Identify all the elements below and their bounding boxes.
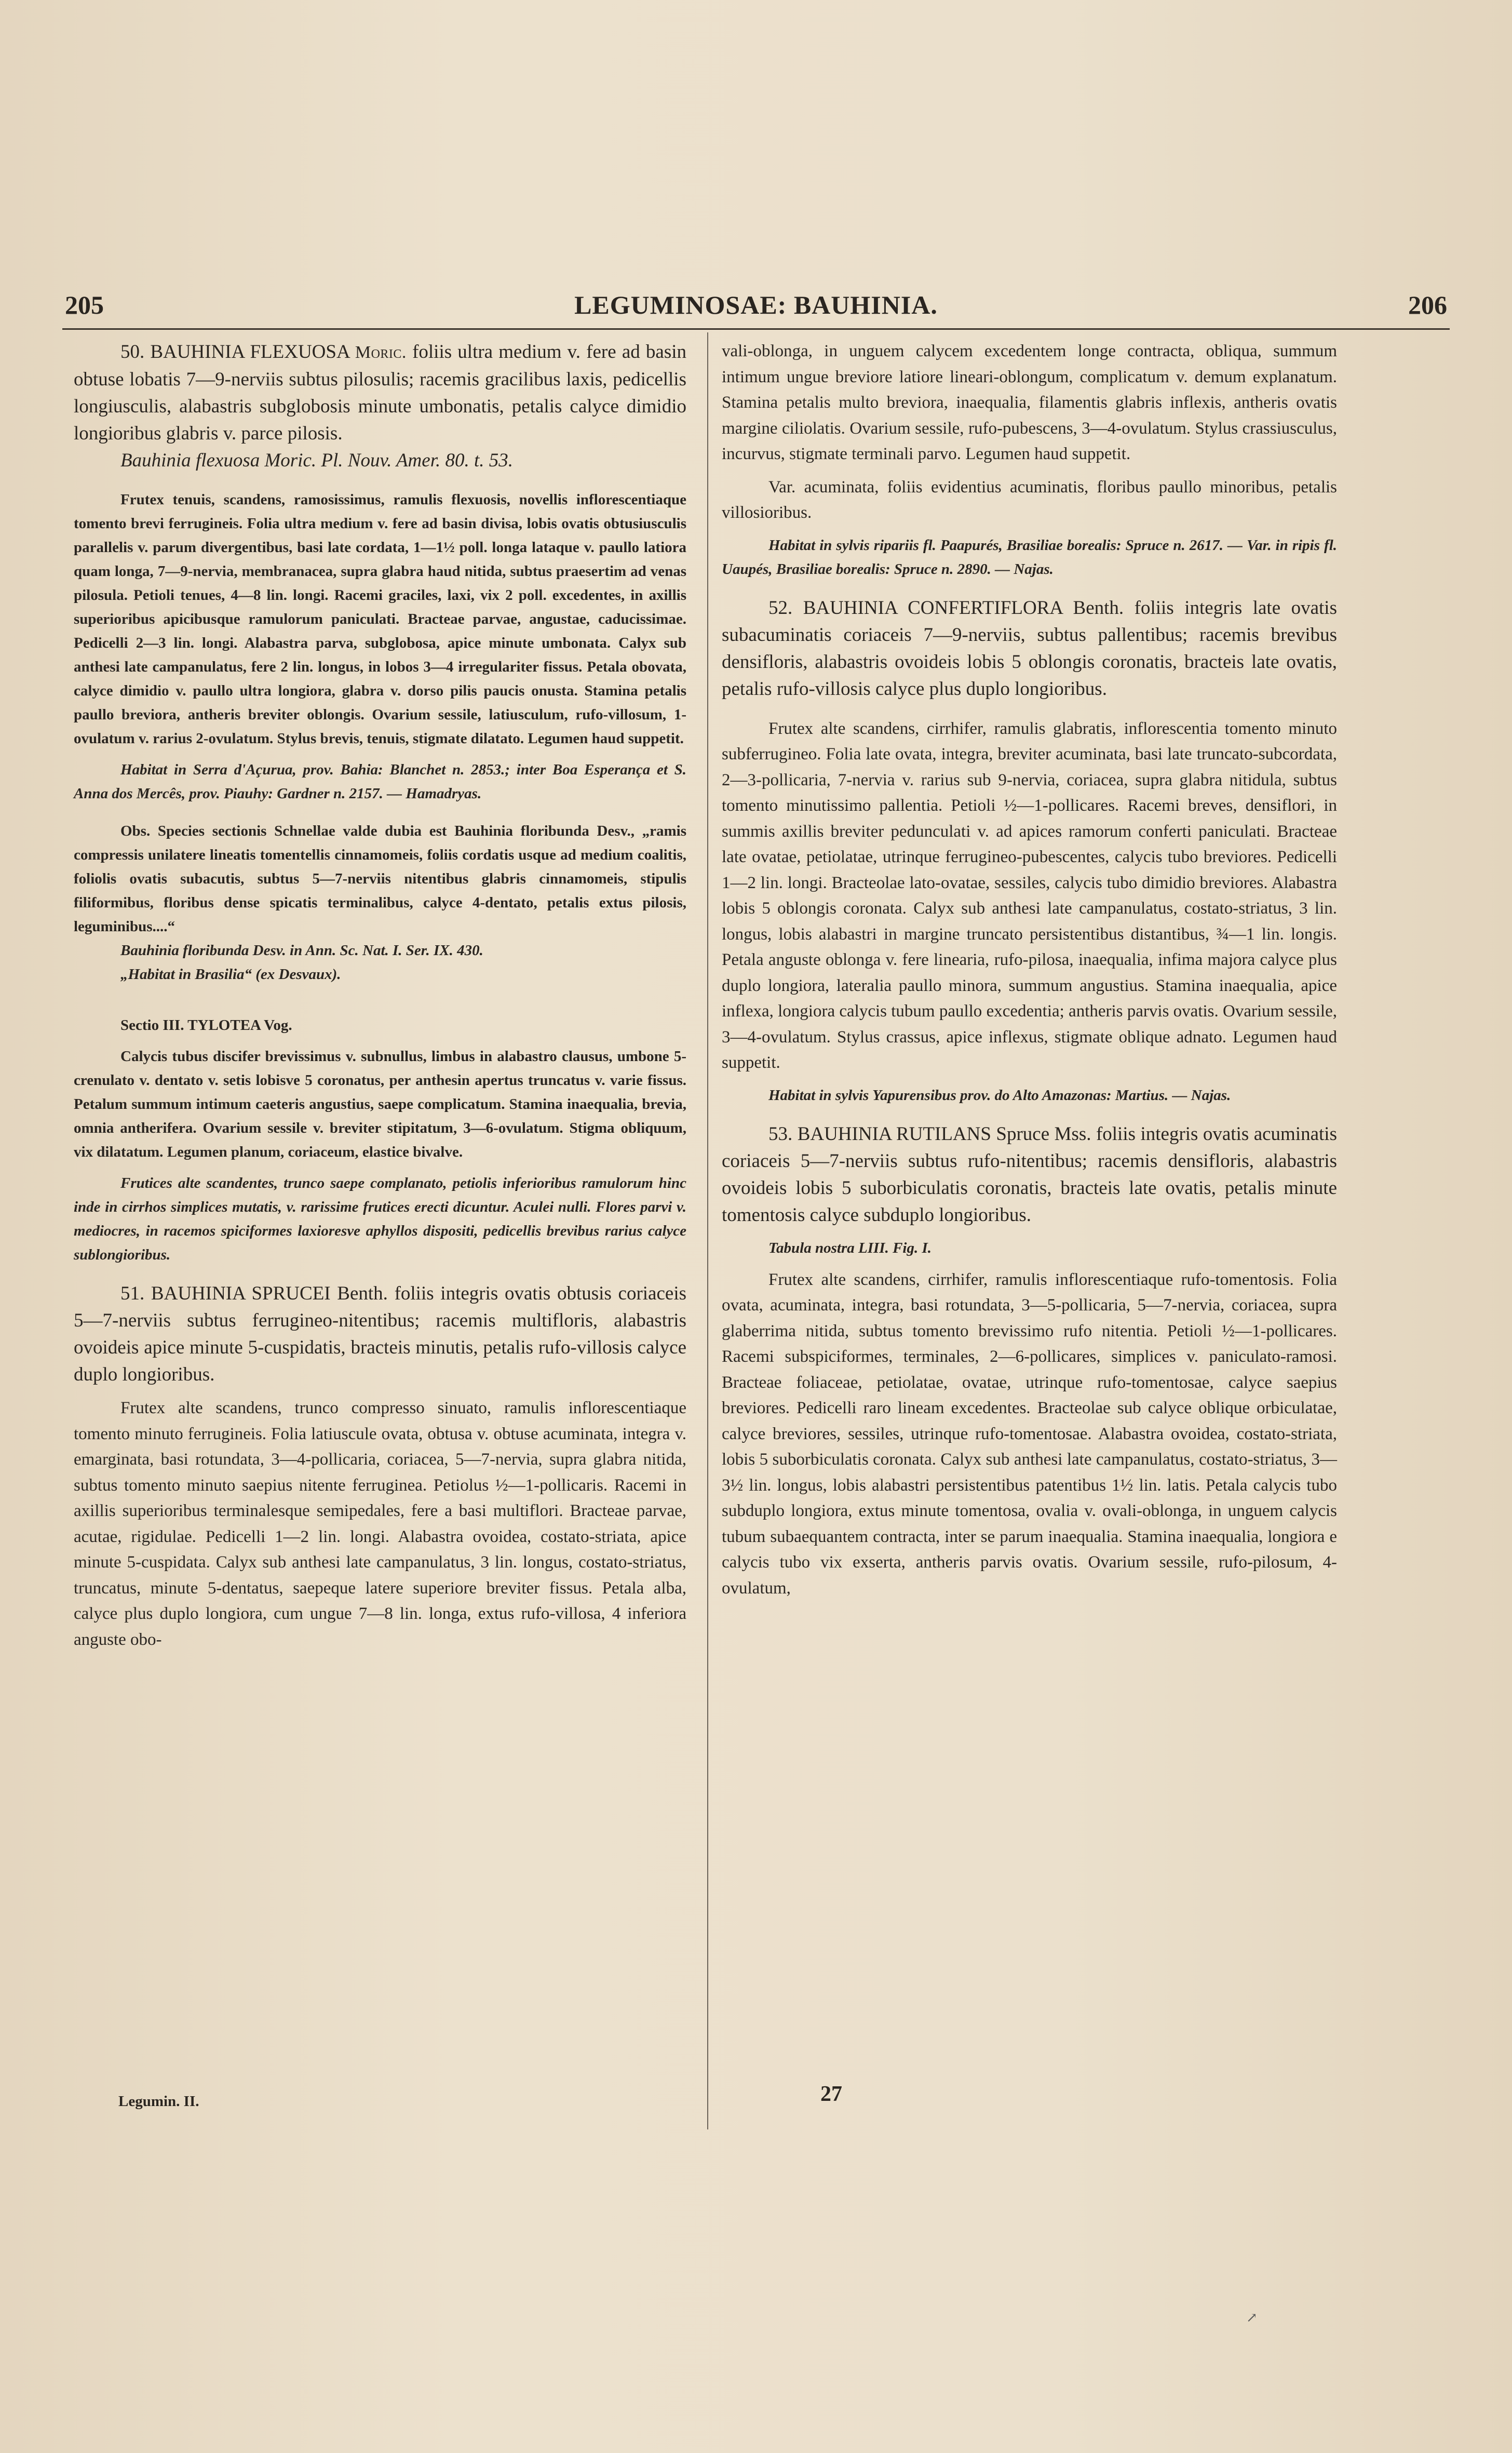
running-title: LEGUMINOSAE: BAUHINIA. bbox=[574, 290, 938, 319]
section-notes: Frutices alte scandentes, trunco saepe complanato, petiolis inferioribus ramulorum hinc inde in cirrhos simplices mutatis, v. rarissime frutices erecti dicuntur. Aculei nulli. Flores parvi v. mediocres, in racemos spiciformes laxioresve aphyllos dispositi, pedicellis brevibus rarius calyce sublongioribus. bbox=[74, 1175, 686, 1263]
species-52-diagnosis: 52. BAUHINIA CONFERTIFLORA Benth. foliis integris late ovatis subacuminatis coriaceis 7—9-nerviis, subtus pallentibus; racemis brevibus densifloris, alabastris ovoideis lobis 5 oblongis coronatis, bracteis late ovatis, petalis rufo-villosis calyce plus duplo longioribus. bbox=[722, 597, 1337, 700]
species-52-habitat: Habitat in sylvis Yapurensibus prov. do Alto Amazonas: Martius. — Najas. bbox=[768, 1087, 1231, 1104]
right-column bbox=[722, 339, 1337, 1601]
species-53-description: Frutex alte scandens, cirrhifer, ramulis inflorescentiaque rufo-tomentosis. Folia ovata, acuminata, integra, basi rotundata, 3—5-pollicaria, 5—7-nervia, coriacea, supra glaberrima nitida, subtus tomento brevissimo rufo nitentia. Petioli ½—1-pollicares. Racemi subspiciformes, terminales, 2—6-pollicares, simplices v. paniculato-ramosi. Bracteae foliaceae, petiolatae, ovatae, utrinque rufo-tomentosae, calyce saepius breviores. Pedicelli raro lineam excedentes. Bracteolae sub calyce oblique orbiculatae, calyce breviores, sessiles, utrinque rufo-tomentosae. Alabastra ovoidea, costato-striata, lobis 5 suborbiculatis coronata. Calyx sub anthesi late campanulatus, costato-striatus, 3—3½ lin. longus, lobis alabastri persistentibus patentibus 1½ lin. latis. Petala calycis tubo subduplo longiora, extus minute tomentosa, ovalia v. ovali-oblonga, in unguem calycis tubum subaequantem contracta, inter se parum inaequalia. Stamina inaequalia, longiora e calycis tubo vix exserta, antheris parvis ovatis. Ovarium sessile, rufo-pilosum, 4-ovulatum, bbox=[722, 1270, 1337, 1598]
pencil-mark-icon: ↗ bbox=[1246, 2310, 1258, 2325]
species-51-habitat: Habitat in sylvis ripariis fl. Paapurés, Brasiliae borealis: Spruce n. 2617. — Var. in ripis fl. Uaupés, Brasiliae borealis: Spruce n. 2890. — Najas. bbox=[722, 537, 1337, 578]
species-51-variety: Var. acuminata, foliis evidentius acuminatis, floribus paullo minoribus, petalis villosioribus. bbox=[722, 477, 1337, 522]
species-51-continuation: vali-oblonga, in unguem calycem excedentem longe contracta, obliqua, summum intimum ungue breviore latiore lineari-oblongum, complicatum v. demum explanatum. Stamina petalis multo breviora, inaequalia, filamentis glabris inflexis, antheris ovatis margine ciliolatis. Ovarium sessile, rufo-pubescens, 3—4-ovulatum. Stylus crassiusculus, incurvus, stigmate terminali parvo. Legumen haud suppetit. bbox=[722, 342, 1337, 463]
running-header bbox=[65, 290, 1447, 326]
species-50-diagnosis: 50. BAUHINIA FLEXUOSA Moric. foliis ultra medium v. fere ad basin obtuse lobatis 7—9-nerviis subtus pilosulis; racemis gracilibus laxis, pedicellis longiusculis, alabastris subglobosis minute umbonatis, petalis calyce dimidio longioribus glabris v. parce pilosis. bbox=[74, 341, 687, 444]
section-heading: Sectio III. TYLOTEA Vog. bbox=[120, 1017, 292, 1034]
species-51-description: Frutex alte scandens, trunco compresso sinuato, ramulis inflorescentiaque tomento minuto ferrugineis. Folia latiuscule ovata, obtusa v. obtuse acuminata, integra v. emarginata, basi rotundata, 3—4-pollicaria, coriacea, 5—7-nervia, supra glabra nitida, subtus tomento minuto saepius nitente ferruginea. Petiolus ½—1-pollicaris. Racemi in axillis superioribus terminalesque semipedales, fere a basi multiflori. Bracteae parvae, acutae, rigidulae. Pedicelli 1—2 lin. longi. Alabastra ovoidea, costato-striata, apice minute 5-cuspidata. Calyx sub anthesi late campanulatus, 3 lin. longus, costato-striatus, truncatus, minute 5-dentatus, saepeque latere superiore breviter fissus. Petala alba, calyce plus duplo longiora, cum ungue 7—8 lin. longa, extus rufo-villosa, 4 inferiora anguste obo- bbox=[74, 1399, 686, 1649]
species-52-description: Frutex alte scandens, cirrhifer, ramulis glabratis, inflorescentia tomento minuto subferrugineo. Folia late ovata, integra, breviter acuminata, basi late truncato-subcordata, 2—3-pollicaria, 7-nervia v. rarius sub 9-nervia, coriacea, supra glabra nitidula, subtus tomento minutissimo pallentia. Petioli ½—1-pollicares. Racemi breves, densiflori, in summis axillis breviter pedunculati v. ad apices ramorum conferti paniculati. Bracteae late ovatae, petiolatae, utrinque ferrugineo-pubescentes, calycis tubo breviores. Pedicelli 1—2 lin. longi. Bracteolae lato-ovatae, sessiles, calycis tubo dimidio breviores. Alabastra lobis 5 oblongis coronata. Calyx sub anthesi late campanulatus, costato-striatus, 3 lin. longus, lobis alabastri in margine truncato persistentibus distantibus, ¾—1 lin. longis. Petala anguste oblonga v. fere linearia, rufo-pilosa, inaequalia, infima majora calyce plus duplo longiora, lateralia paullo minora, summum angustius. Stamina inaequalia, apice inflexa, longiora calycis tubum paullo excedentia; antheris parvis ovatis. Ovarium sessile, 3—4-ovulatum. Stylus crassus, apice inflexus, stigmate oblique adnato. Legumen haud suppetit. bbox=[722, 719, 1337, 1072]
species-53-plate-reference: Tabula nostra LIII. Fig. I. bbox=[768, 1239, 932, 1256]
page-number-left: 205 bbox=[65, 290, 104, 319]
species-50-observation: Obs. Species sectionis Schnellae valde dubia est Bauhinia floribunda Desv., „ramis compressis unilatere lineatis tomentellis cinnamomeis, foliis cordatis usque ad medium coalitis, foliolis ovatis subacutis, subtus 5—7-nerviis nitentibus glabris cinnamomeis, stipulis filiformibus, floribus dense spicatis terminalibus, calyce 4-dentato, petalis extus pilosis, leguminibus....“ bbox=[74, 823, 686, 935]
species-50-habitat: Habitat in Serra d'Açurua, prov. Bahia: Blanchet n. 2853.; inter Boa Esperança et S. Anna dos Mercês, prov. Piauhy: Gardner n. 2157. — Hamadryas. bbox=[74, 761, 686, 802]
page-number-right: 206 bbox=[1408, 290, 1447, 319]
species-50-description: Frutex tenuis, scandens, ramosissimus, ramulis flexuosis, novellis inflorescentiaque tomento brevi ferrugineis. Folia ultra medium v. fere ad basin divisa, lobis ovatis obtusiusculis parallelis v. parum divergentibus, basi late cordata, 1—1½ poll. longa lataque v. paullo latiora quam longa, 7—9-nervia, membranacea, supra glabra haud nitida, subtus praesertim ad venas pilosula. Petioli tenues, 4—8 lin. longi. Racemi graciles, laxi, vix 2 poll. excedentes, in axillis superioribus apicibusque ramulorum paniculati. Bracteae parvae, angustae, caducissimae. Pedicelli 2—3 lin. longi. Alabastra parva, subglobosa, apice minute umbonata. Calyx sub anthesi late campanulatus, fere 2 lin. longus, in lobos 3—4 irregulariter fissus. Petala obovata, calyce dimidio v. paullo ultra longiora, glabra v. dorso pilis paucis onusta. Stamina petalis paullo breviora, antheris breviter oblongis. Ovarium sessile, latiusculum, rufo-villosum, 1-ovulatum v. rarius 2-ovulatum. Stylus brevis, tenuis, stigmate dilatato. Legumen haud suppetit. bbox=[74, 491, 686, 747]
species-50-synonym: Bauhinia flexuosa Moric. Pl. Nouv. Amer. 80. t. 53. bbox=[120, 450, 514, 471]
section-description: Calycis tubus discifer brevissimus v. subnullus, limbus in alabastro clausus, umbone 5-crenulato v. dentato v. setis lobisve 5 coronatus, per anthesin apertus truncatus v. varie fissus. Petalum summum intimum caeteris angustius, saepe complicatum. Stamina inaequalia, brevia, omnia antherifera. Ovarium sessile v. breviter stipitatum, 3—6-ovulatum. Stigma obliquum, vix dilatatum. Legumen planum, coriaceum, elastice bivalve. bbox=[74, 1048, 686, 1160]
page-signature: 27 bbox=[820, 2082, 842, 2106]
signature-mark: Legumin. II. bbox=[118, 2093, 199, 2110]
column-divider bbox=[707, 332, 708, 2129]
species-50-obs-habitat: „Habitat in Brasilia“ (ex Desvaux). bbox=[120, 966, 341, 983]
header-rule bbox=[62, 328, 1450, 330]
species-51-diagnosis: 51. BAUHINIA SPRUCEI Benth. foliis integris ovatis obtusis coriaceis 5—7-nerviis subtus ferrugineo-nitentibus; racemis multifloris, alabastris ovoideis apice minute 5-cuspidatis, bracteis minutis, petalis rufo-villosis calyce duplo longioribus. bbox=[74, 1283, 686, 1385]
left-column bbox=[74, 339, 686, 1653]
species-50-obs-reference: Bauhinia floribunda Desv. in Ann. Sc. Nat. I. Ser. IX. 430. bbox=[120, 942, 483, 959]
species-53-diagnosis: 53. BAUHINIA RUTILANS Spruce Mss. foliis integris ovatis acuminatis coriaceis 5—7-nerviis subtus rufo-nitentibus; racemis densifloris, alabastris ovoideis lobis 5 suborbiculatis coronatis, bracteis late ovatis, petalis minute tomentosis calyce subduplo longioribus. bbox=[722, 1123, 1337, 1226]
